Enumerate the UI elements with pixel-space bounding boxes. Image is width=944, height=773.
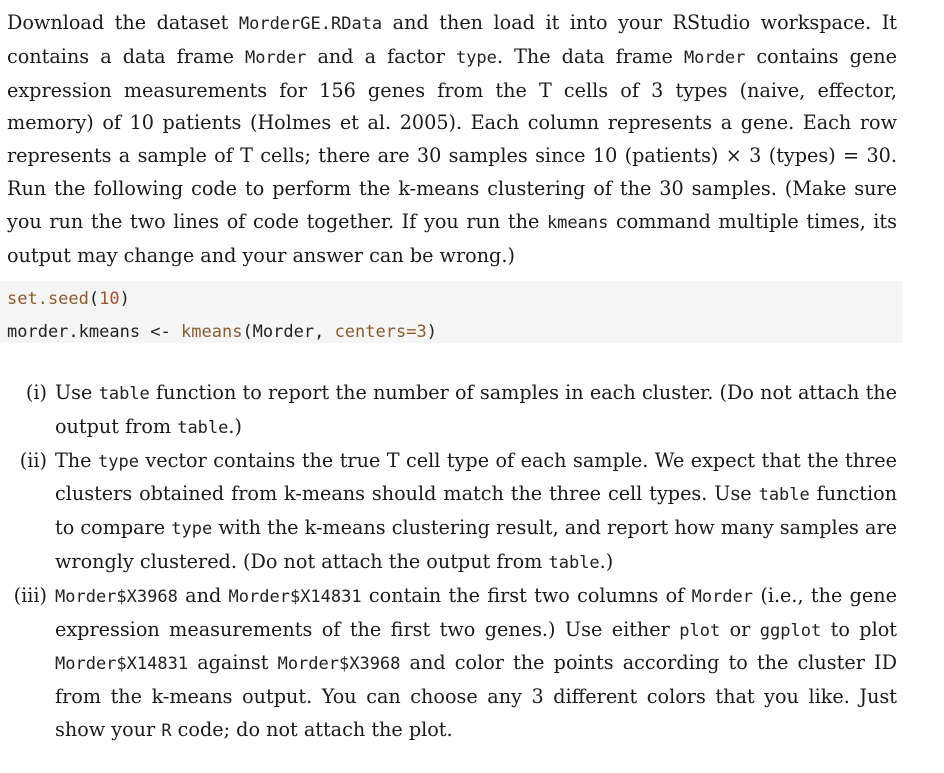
code-arg-centers: centers=3 — [334, 322, 427, 342]
code-variable: morder.kmeans — [7, 322, 151, 342]
question-text-part: with the k-means clustering result, and report how many samples are wrongly clustered. (Do not attach the output from — [55, 516, 897, 573]
code-func-kmeans: kmeans — [181, 322, 243, 342]
dataframe-name-2: Morder — [683, 47, 746, 68]
inline-code: table — [758, 485, 810, 506]
code-args-close: ) — [426, 322, 437, 342]
question-text-part: against — [188, 651, 278, 675]
inline-code: Morder$X3968 — [277, 654, 401, 675]
code-assign: <- — [150, 322, 182, 342]
code-block — [0, 281, 902, 343]
code-line-2 — [7, 316, 895, 349]
intro-text-5: contains gene expression measurements for 156 genes from the T cells of 3 types (naive, effector, memory) of 10 patients (Holmes et al. 2005). Each column represents a gene. Each row represents a sample of T cells; there are 30 samples since 10 (patients) × 3 (types) = 30. Run the following code to perform the k-means clustering of the 30 samples. (Make sure you run the two lines of code together. If you run the — [7, 44, 897, 233]
inline-code: Morder$X14831 — [228, 586, 362, 607]
question-text-part: .) — [599, 549, 614, 573]
code-paren-close: ) — [119, 289, 130, 309]
intro-text-2: and then load it into your RStudio workspace. It contains a data frame — [7, 11, 897, 68]
question-marker: (i) — [25, 381, 47, 404]
inline-code: ggplot — [759, 620, 822, 641]
question-text-part: to plot — [821, 617, 897, 641]
intro-text-6: command multiple times, its output may change and your answer can be wrong.) — [7, 209, 897, 267]
question-text-part: contain the first two columns of — [361, 583, 692, 607]
intro-paragraph — [7, 7, 897, 272]
intro-text-1: Download the dataset — [7, 11, 239, 34]
question-text — [55, 584, 897, 741]
inline-code: plot — [679, 620, 721, 641]
question-item — [0, 445, 897, 580]
code-args-open: (Morder, — [242, 322, 335, 342]
question-text-part: .) — [228, 414, 242, 438]
inline-code: Morder$X3968 — [55, 586, 178, 607]
inline-code: Morder — [691, 586, 754, 607]
question-item — [0, 377, 897, 445]
question-text-part: The — [55, 448, 98, 472]
inline-code: type — [171, 519, 213, 540]
dataset-filename: MorderGE.RData — [238, 14, 383, 34]
inline-code: table — [177, 417, 229, 438]
code-seed-number: 10 — [99, 289, 120, 309]
code-paren-open: ( — [88, 289, 100, 309]
question-item — [0, 580, 897, 748]
question-text — [55, 381, 897, 438]
question-text-part: vector contains the true T cell type of each sample. We expect that the three clusters obtained from k-means should match the three cell types. Use — [55, 448, 897, 506]
question-text-part: or — [720, 617, 760, 641]
code-line-1 — [7, 283, 895, 316]
inline-code: R — [161, 720, 172, 741]
question-text — [55, 449, 897, 573]
inline-code: table — [548, 552, 600, 573]
kmeans-command: kmeans — [546, 212, 609, 233]
question-text-part: and color the points according to the cluster ID from the k-means output. You can choose any 3 different colors that you like. Just show your — [55, 651, 897, 741]
intro-text-4: . The data frame — [496, 44, 684, 68]
question-text-part: Use — [55, 381, 99, 404]
question-text-part: and — [177, 583, 229, 607]
question-marker: (ii) — [19, 448, 47, 472]
inline-code: type — [97, 451, 139, 472]
dataframe-name: Morder — [245, 47, 307, 68]
factor-name: type — [455, 47, 497, 68]
question-text-part: code; do not attach the plot. — [171, 717, 453, 741]
question-text-part: function to compare — [55, 482, 897, 540]
inline-code: Morder$X14831 — [55, 654, 189, 675]
code-func-setseed: set.seed — [7, 289, 89, 309]
question-marker: (iii) — [13, 583, 47, 607]
question-text-part: (i.e., the gene expression measurements of the first two genes.) Use either — [55, 583, 898, 641]
question-text-part: function to report the number of samples in each cluster. (Do not attach the output from — [55, 381, 897, 438]
inline-code: table — [98, 384, 150, 404]
question-list — [0, 377, 944, 748]
intro-text-3: and a factor — [306, 44, 456, 68]
